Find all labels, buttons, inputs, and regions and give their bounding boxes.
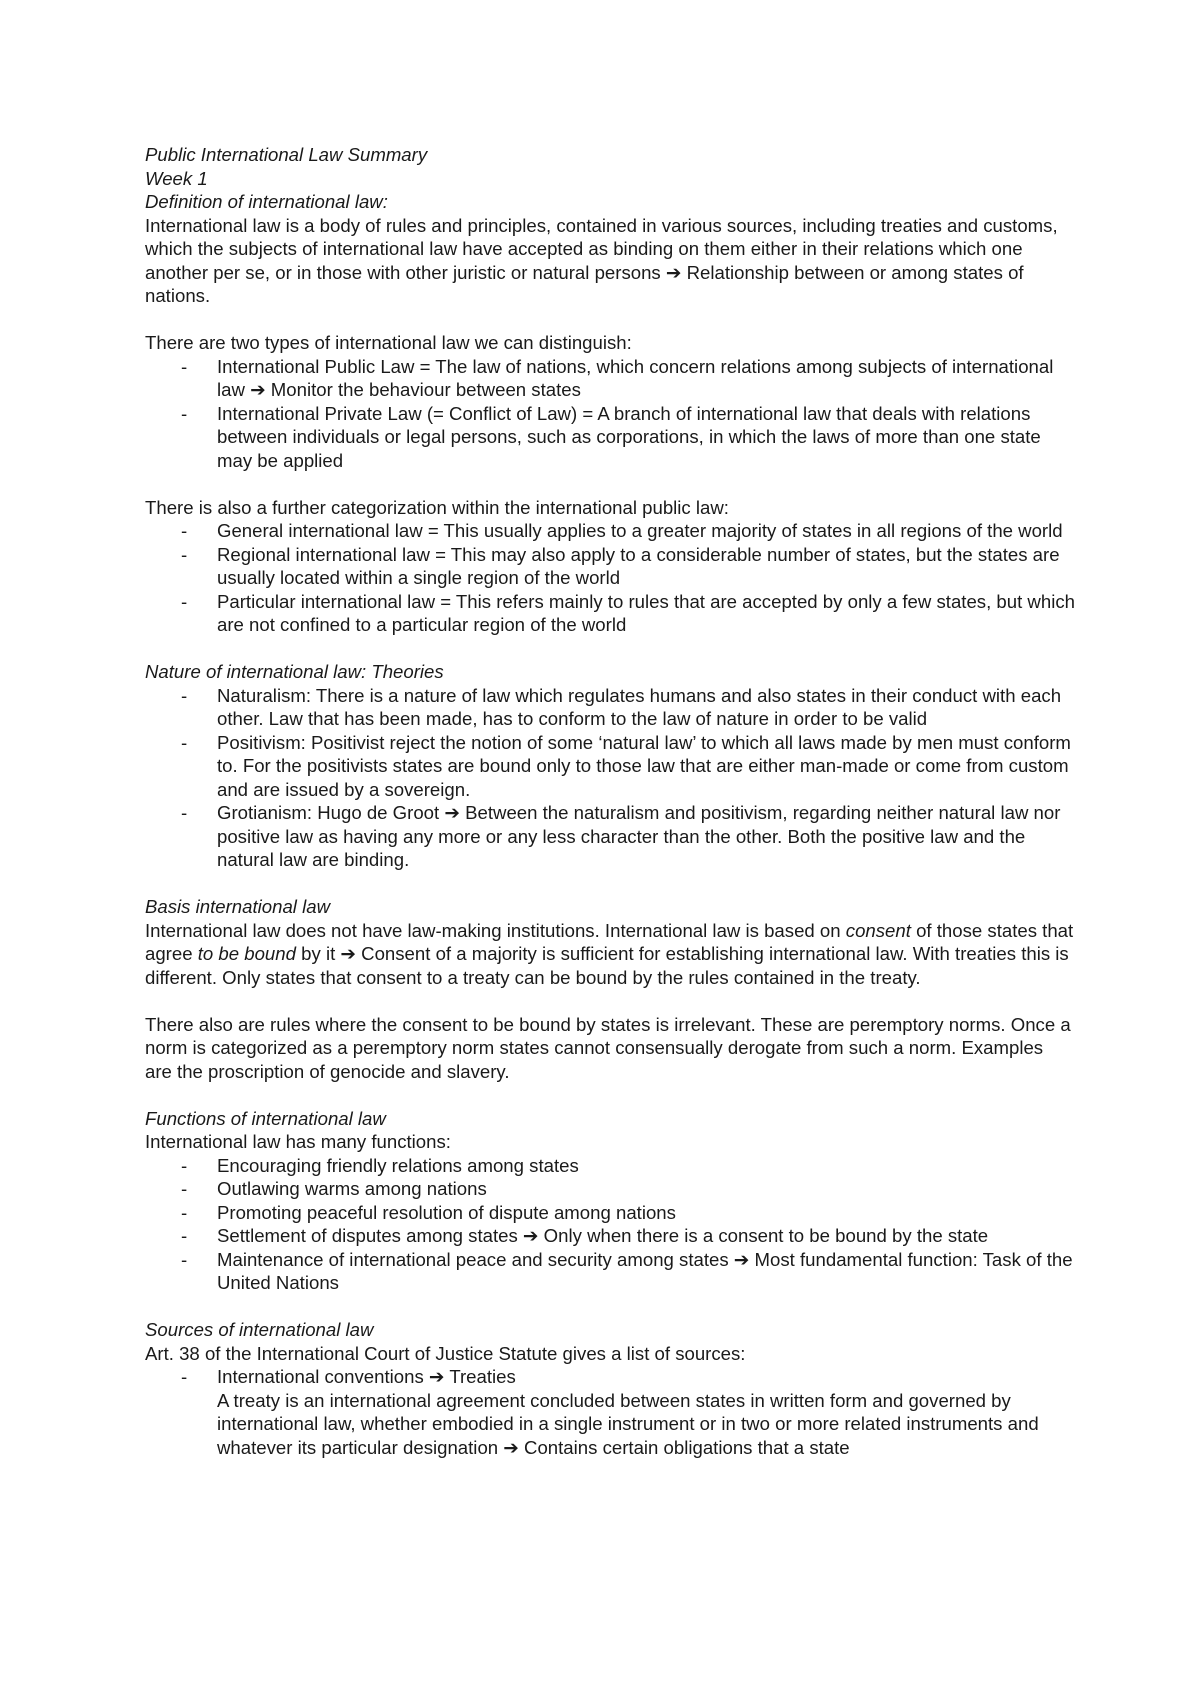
functions-intro: International law has many functions: [145,1131,451,1152]
source-item-detail: A treaty is an international agreement concluded between states in written form and governed by international law, whether embodied in a single instrument or in two or more related instruments and whatever its particular designation ➔ Contains certain obligations that a state [217,1389,1039,1458]
list-item: - International Public Law = The law of nations, which concern relations among subjects of international law ➔ Monitor the behaviour between states [217,355,1075,402]
nature-heading: Nature of international law: Theories [145,661,444,682]
text-run: by it ➔ Consent of a majority is sufficient for establishing international law. With treaties this is different. Only states that consent to a treaty can be bound by the rules contained in the treaty. [145,943,1069,988]
list-item [217,1365,1075,1459]
emphasis-consent: consent [845,919,911,941]
functions-heading: Functions of international law [145,1107,386,1129]
sources-intro: Art. 38 of the International Court of Justice Statute gives a list of sources: [145,1342,746,1364]
basis-paragraph-2: There also are rules where the consent to be bound by states is irrelevant. These are peremptory norms. Once a norm is categorized as a peremptory norm states cannot consensually derogate from such a norm. Examples are the proscription of genocide and slavery. [145,1013,1071,1082]
basis-paragraph-1 [145,919,1075,990]
week-label: Week 1 [145,167,208,189]
list-item: - Positivism: Positivist reject the notion of some ‘natural law’ to which all laws made by men must conform to. For the positivists states are bound only to those law that are either man-made or come from custom and are issued by a sovereign. [217,731,1075,802]
list-item: - International Private Law (= Conflict of Law) = A branch of international law that deals with relations between individuals or legal persons, such as corporations, in which the laws of more than one state may be applied [217,402,1075,473]
types-list [145,355,1075,473]
list-item: - Grotianism: Hugo de Groot ➔ Between the naturalism and positivism, regarding neither natural law nor positive law as having any more or any less character than the other. Both the positive law and the natural law are binding. [217,801,1075,872]
sources-heading: Sources of international law [145,1319,374,1340]
definition-text: International law is a body of rules and principles, contained in various sources, including treaties and customs, which the subjects of international law have accepted as binding on them either in their relations which one another per se, or in those with other juristic or natural persons ➔ Relationship between or among states of nations. [145,214,1058,306]
list-item: - Promoting peaceful resolution of dispute among nations [217,1201,1075,1225]
types-intro: There are two types of international law we can distinguish: [145,332,632,353]
nature-list [145,684,1075,872]
list-item: - Regional international law = This may also apply to a considerable number of states, but the states are usually located within a single region of the world [217,543,1075,590]
sources-list [145,1365,1075,1459]
text-run: International law does not have law-making institutions. International law is based on [145,919,846,941]
list-item: - General international law = This usually applies to a greater majority of states in all regions of the world [217,519,1075,543]
list-item: - Settlement of disputes among states ➔ Only when there is a consent to be bound by the state [217,1224,1075,1248]
definition-heading: Definition of international law: [145,191,388,212]
list-item: - Maintenance of international peace and security among states ➔ Most fundamental function: Task of the United Nations [217,1248,1075,1295]
source-item-title: - International conventions ➔ Treaties [217,1366,516,1387]
text-run: of those states that agree [145,919,1074,964]
categorization-intro: There is also a further categorization within the international public law: [145,496,729,518]
categorization-list [145,519,1075,637]
basis-heading: Basis international law [145,896,331,917]
emphasis-to-be-bound: to be bound [197,943,296,964]
list-item: - Outlawing warms among nations [217,1177,1075,1201]
document-page [145,143,1075,1459]
list-item: - Naturalism: There is a nature of law which regulates humans and also states in their conduct with each other. Law that has been made, has to conform to the law of nature in order to be valid [217,684,1075,731]
list-item: - Particular international law = This refers mainly to rules that are accepted by only a few states, but which are not confined to a particular region of the world [217,590,1075,637]
document-title: Public International Law Summary [145,144,428,165]
functions-list [145,1154,1075,1295]
list-item: - Encouraging friendly relations among states [217,1154,1075,1178]
